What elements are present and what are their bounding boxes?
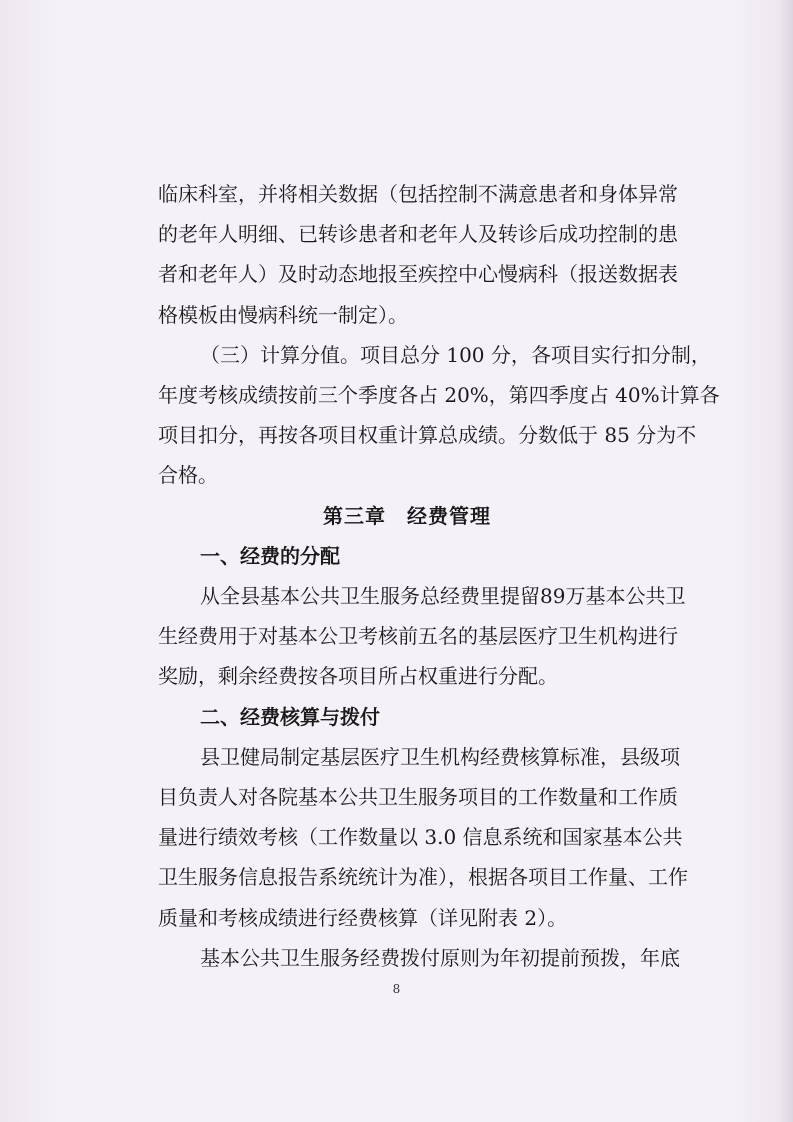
text-line: 临床科室，并将相关数据（包括控制不满意患者和身体异常 (158, 182, 678, 206)
text-line: 格模板由慢病科统一制定）。 (158, 302, 408, 327)
chapter-title: 第三章 经费管理 (323, 503, 491, 528)
text-line: 质量和考核成绩进行经费核算（详见附表 2）。 (158, 905, 568, 930)
text-line: 量进行绩效考核（工作数量以 3.0 信息系统和国家基本公共 (158, 825, 683, 850)
section-heading-allocation: 一、经费的分配 (200, 543, 340, 568)
section-heading-accounting: 二、经费核算与拨付 (200, 704, 380, 729)
text-line: 的老年人明细、已转诊患者和老年人及转诊后成功控制的患 (158, 222, 678, 247)
text-line: 县卫健局制定基层医疗卫生机构经费核算标准，县级项 (200, 744, 680, 769)
page-number: 8 (392, 982, 401, 996)
text-line: 生经费用于对基本公卫考核前五名的基层医疗卫生机构进行 (158, 624, 678, 649)
text-line: 从全县基本公共卫生服务总经费里提留89万基本公共卫 (200, 584, 686, 609)
text-line: 者和老年人）及时动态地报至疾控中心慢病科（报送数据表 (158, 262, 678, 287)
document-body (158, 174, 720, 978)
paragraph-disbursement (158, 938, 680, 978)
text-line: 基本公共卫生服务经费拨付原则为年初提前预拨，年底 (200, 945, 680, 970)
text-line: 目负责人对各院基本公共卫生服务项目的工作数量和工作质 (158, 785, 678, 810)
paragraph-scoring (158, 335, 720, 496)
text-line: 合格。 (158, 463, 218, 488)
paragraph-data-reporting (158, 174, 678, 335)
paragraph-allocation (158, 576, 686, 697)
text-line: 奖励，剩余经费按各项目所占权重进行分配。 (158, 664, 558, 689)
text-line: 年度考核成绩按前三个季度各占 20%，第四季度占 40%计算各 (158, 383, 720, 408)
text-line: 卫生服务信息报告系统统计为准），根据各项目工作量、工作 (158, 865, 688, 890)
text-line: 项目扣分，再按各项目权重计算总成绩。分数低于 85 分为不 (158, 423, 697, 448)
text-line: （三）计算分值。项目总分 100 分，各项目实行扣分制， (200, 342, 711, 367)
paragraph-accounting (158, 737, 688, 938)
